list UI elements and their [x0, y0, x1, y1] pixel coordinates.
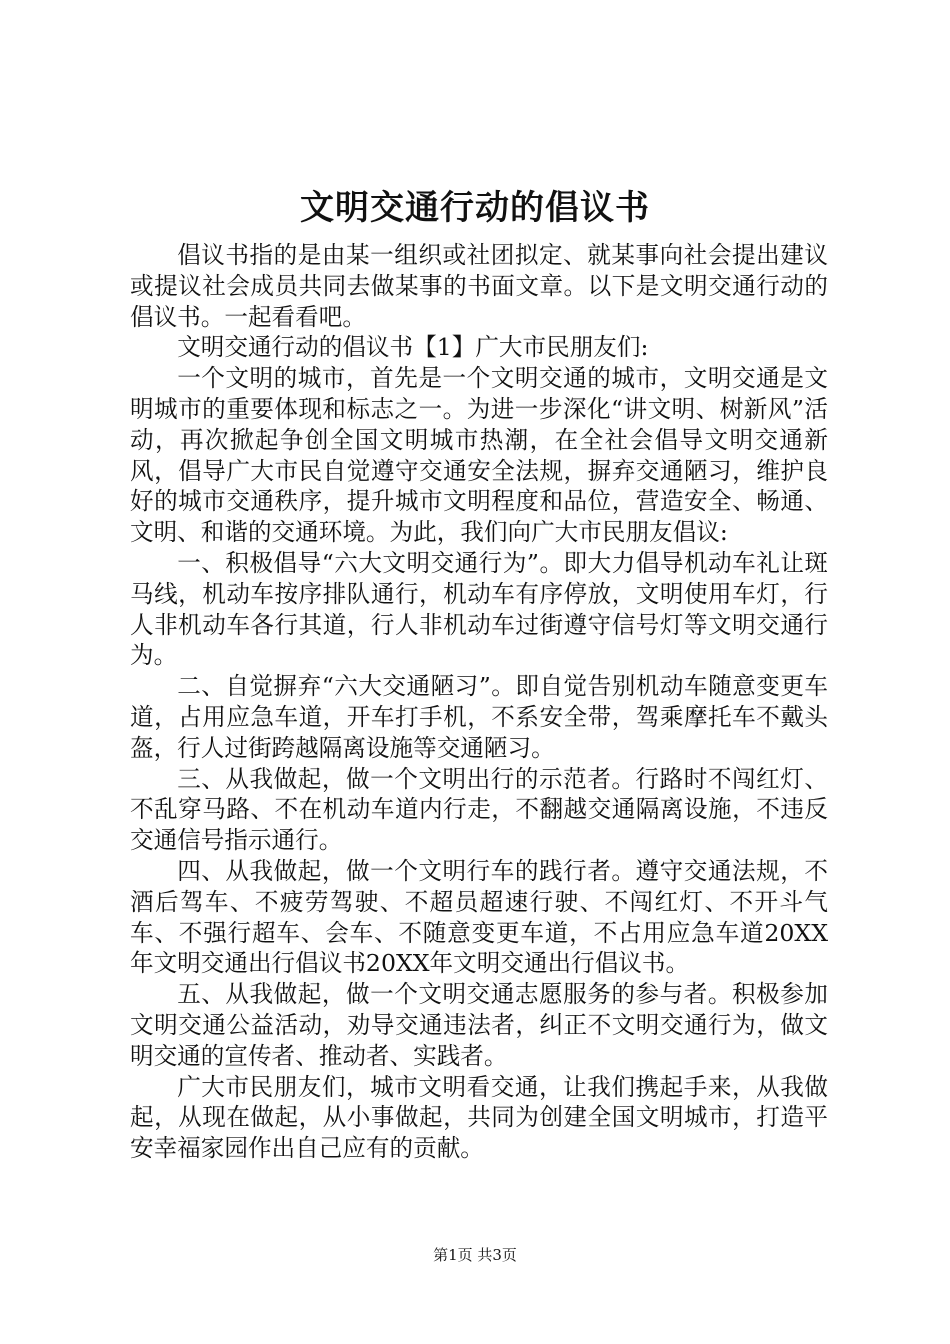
paragraph-item-3: 三、从我做起，做一个文明出行的示范者。行路时不闯红灯、不乱穿马路、不在机动车道内行走，不翻越交通隔离设施，不违反交通信号指示通行。 — [130, 764, 828, 855]
paragraph-salutation: 文明交通行动的倡议书【1】广大市民朋友们: — [177, 333, 649, 362]
paragraph-closing: 广大市民朋友们，城市文明看交通，让我们携起手来，从我做起，从现在做起，从小事做起，共同为创建全国文明城市，打造平安幸福家园作出自己应有的贡献。 — [130, 1072, 828, 1163]
paragraph-item-1: 一、积极倡导“六大文明交通行为”。即大力倡导机动车礼让斑马线，机动车按序排队通行，机动车有序停放，文明使用车灯，行人非机动车各行其道，行人非机动车过街遵守信号灯等文明交通行为。 — [130, 548, 828, 670]
paragraph-item-5: 五、从我做起，做一个文明交通志愿服务的参与者。积极参加文明交通公益活动，劝导交通违法者，纠正不文明交通行为，做文明交通的宣传者、推动者、实践者。 — [130, 980, 828, 1070]
paragraph-preamble: 一个文明的城市，首先是一个文明交通的城市，文明交通是文明城市的重要体现和标志之一。为进一步深化“讲文明、树新风”活动，再次掀起争创全国文明城市热潮，在全社会倡导文明交通新风，倡导广大市民自觉遵守交通安全法规，摒弃交通陋习，维护良好的城市交通秩序，提升城市文明程度和品位，营造安全、畅通、文明、和谐的交通环境。为此，我们向广大市民朋友倡议: — [130, 364, 828, 547]
document-title: 文明交通行动的倡议书 — [300, 188, 650, 228]
paragraph-item-4: 四、从我做起，做一个文明行车的践行者。遵守交通法规，不酒后驾车、不疲劳驾驶、不超员超速行驶、不闯红灯、不开斗气车、不强行超车、会车、不随意变更车道，不占用应急车道20XX年文明交通出行倡议书20XX年文明交通出行倡议书。 — [130, 856, 828, 978]
paragraph-item-2: 二、自觉摒弃“六大交通陋习”。即自觉告别机动车随意变更车道，占用应急车道，开车打手机，不系安全带，驾乘摩托车不戴头盔，行人过街跨越隔离设施等交通陋习。 — [130, 672, 828, 762]
page-number-footer: 第1页 共3页 — [433, 1246, 517, 1264]
paragraph-intro: 倡议书指的是由某一组织或社团拟定、就某事向社会提出建议或提议社会成员共同去做某事的书面文章。以下是文明交通行动的倡议书。一起看看吧。 — [130, 241, 828, 331]
document-body — [130, 240, 828, 1164]
